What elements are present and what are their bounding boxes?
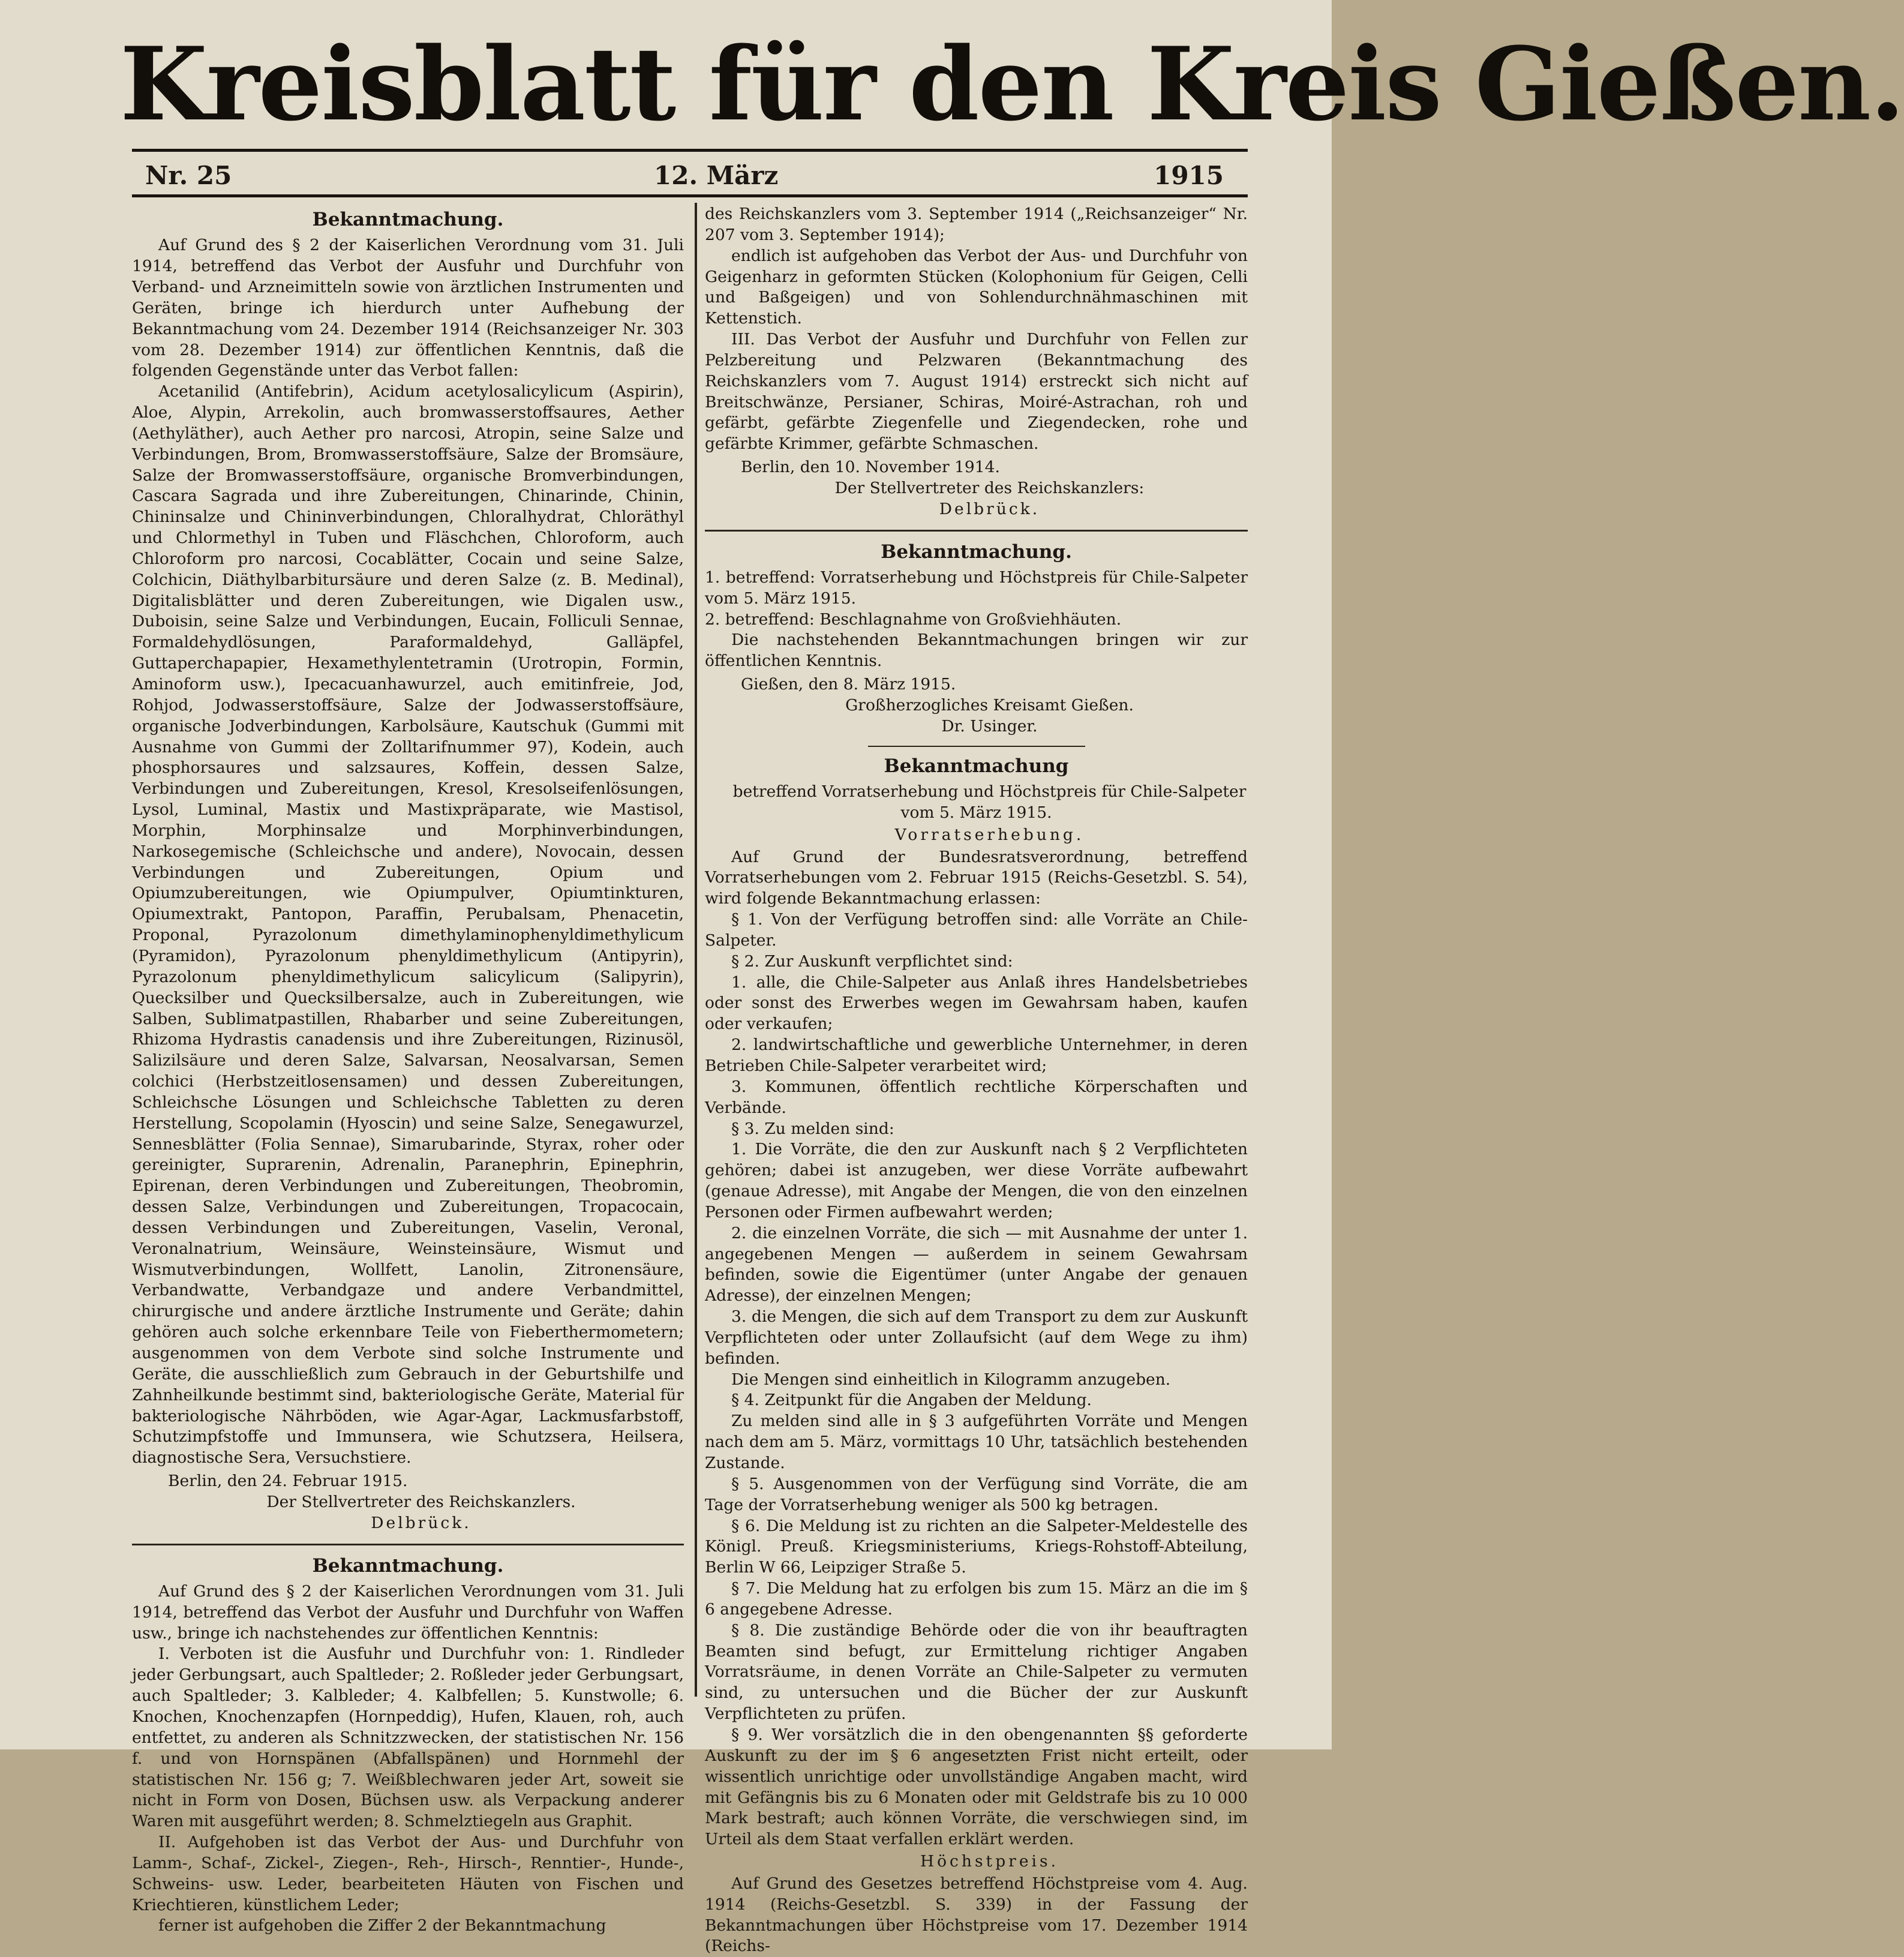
article-paragraph: 3. die Mengen, die sich auf dem Transport zu dem zur Auskunft Verpflichteten oder unter Zollaufsicht (auf dem Wege zu ihm) befinden. — [705, 1307, 1248, 1368]
signature-title: Der Stellvertreter des Reichskanzlers. — [266, 1492, 576, 1511]
article-heading: Bekanntmachung — [884, 755, 1069, 777]
article-subheading: betreffend Vorratserhebung und Höchstpreis für Chile-Salpeter vom 5. März 1915. — [732, 782, 1247, 822]
article-paragraph: ferner ist aufgehoben die Ziffer 2 der Bekanntmachung — [158, 1916, 606, 1935]
article-paragraph: § 4. Zeitpunkt für die Angaben der Meldung. — [731, 1391, 1092, 1410]
article-paragraph: 3. Kommunen, öffentlich rechtliche Körperschaften und Verbände. — [705, 1077, 1248, 1117]
article-paragraph: 1. Die Vorräte, die den zur Auskunft nach § 2 Verpflichteten gehören; dabei ist anzugeben, wer diese Vorräte aufbewahrt (genaue Adresse), mit Angabe der Mengen, die von den einzelnen Personen oder Firmen aufbewahrt werden; — [705, 1140, 1248, 1221]
article-paragraph: § 2. Zur Auskunft verpflichtet sind: — [731, 952, 1013, 971]
section-heading: Höchstpreis. — [920, 1852, 1059, 1871]
article-paragraph: endlich ist aufgehoben das Verbot der Aus- und Durchfuhr von Geigenharz in geformten Stücken (Kolophonium für Geigen, Celli und Baßgeigen) und von Sohlendurchnähmaschinen mit Kettenstich. — [705, 246, 1248, 328]
left-column — [132, 204, 684, 1937]
dateline — [138, 157, 1230, 194]
article-paragraph: § 8. Die zuständige Behörde oder die von ihr beauftragten Beamten sind befugt, zur Ermittelung richtiger Angaben Vorratsräume, in denen Vorräte an Chile-Salpeter zu vermuten sind, zu untersuchen und die Bücher der zur Auskunft Verpflichteten zu prüfen. — [705, 1620, 1248, 1724]
article-paragraph: Zu melden sind alle in § 3 aufgeführten Vorräte und Mengen nach dem am 5. März, vormittags 10 Uhr, tatsächlich bestehenden Zustande. — [705, 1412, 1248, 1472]
signature-office: Großherzogliches Kreisamt Gießen. — [845, 696, 1134, 715]
masthead-rule-bottom — [132, 194, 1248, 197]
article-paragraph: 2. landwirtschaftliche und gewerbliche Unternehmer, in deren Betrieben Chile-Salpeter verarbeitet wird; — [705, 1035, 1248, 1075]
article-paragraph: Acetanilid (Antifebrin), Acidum acetylosalicylicum (Aspirin), Aloe, Alypin, Arrekolin, auch bromwasserstoffsaures, Aether (Aethyläther), auch Aether pro narcosi, Atropin, seine Salze und Verbindungen, Brom, Bromwasserstoffsäure, Salze der Bromsäure, Salze der Bromwasserstoffsäure, organische Bromverbindungen, Cascara Sagrada und ihre Zubereitungen, Chinarinde, Chinin, Chininsalze und Chininverbindungen, Chloralhydrat, Chloräthyl und Chlormethyl in Tuben und Fläschchen, Chloroform, auch Chloroform pro narcosi, Cocablätter, Cocain und seine Salze, Colchicin, Diäthylbarbitursäure und deren Salze (z. B. Medinal), Digitalisblätter und deren Zubereitungen, wie Digalen usw., Duboisin, seine Salze und Verbindungen, Eucain, Folliculi Sennae, Formaldehydlösungen, Paraformaldehyd, Galläpfel, Guttaperchapapier, Hexamethylentetramin (Urotropin, Formin, Aminoform usw.), Ipecacuanhawurzel, auch emitinfreie, Jod, Rohjod, Jodwasserstoffsäure, Salze der Jodwasserstoffsäure, organische Jodverbindungen, Karbolsäure, Kautschuk (Gummi mit Ausnahme von Gummi der Zolltarifnummer 97), Kodein, auch phosphorsaures und salzsaures, Koffein, dessen Salze, Verbindungen und Zubereitungen, Kresol, Kresolseifenlösungen, Lysol, Luminal, Mastix und Mastixpräparate, wie Mastisol, Morphin, Morphinsalze und Morphinverbindungen, Narkosegemische (Schleichsche und andere), Novocain, dessen Verbindungen und Zubereitungen, Opium und Opiumzubereitungen, wie Opiumpulver, Opiumtinkturen, Opiumextrakt, Pantopon, Paraffin, Perubalsam, Phenacetin, Proponal, Pyrazolonum dimethylaminophenyldimethylicum (Pyramidon), Pyrazolonum phenyldimethylicum (Antipyrin), Pyrazolonum phenyldimethylicum salicylicum (Salipyrin), Quecksilber und Quecksilbersalze, auch in Zubereitungen, wie Salben, Sublimatpastillen, Rhabarber und seine Zubereitungen, Rhizoma Hydrastis canadensis und ihre Zubereitungen, Rizinusöl, Salizilsäure und deren Salze, Salvarsan, Neosalvarsan, Semen colchici (Herbstzeitlosensamen) und dessen Zubereitungen, Schleichsche Lösungen und Schleichsche Tabletten zu deren Herstellung, Scopolamin (Hyoscin) und seine Salze, Senegawurzel, Sennesblätter (Folia Sennae), Simarubarinde, Styrax, roher oder gereinigter, Suprarenin, Adrenalin, Paranephrin, Epinephrin, Epirenan, deren Verbindungen und Zubereitungen, Theobromin, dessen Salze, Verbindungen und Zubereitungen, Tropacocain, dessen Verbindungen und Zubereitungen, Vaselin, Veronal, Veronalnatrium, Weinsäure, Weinsteinsäure, Wismut und Wismutverbindungen, Wollfett, Lanolin, Zitronensäure, Verbandwatte, Verbandgaze und andere Verbandmittel, chirurgische und andere ärztliche Instrumente und Geräte; dahin gehören auch solche erkennbare Teile von Fieberthermometern; ausgenommen von dem Verbote sind solche Instrumente und Geräte, die ausschließlich zum Gebrauch in der Geburtshilfe und Zahnheilkunde bestimmt sind, bakteriologische Geräte, Material für bakteriologische Nährböden, wie Agar-Agar, Lackmusfarbstoff, Schutzimpfstoffe und Immunsera, wie Schutzsera, Heilsera, diagnostische Sera, Versuchstiere. — [132, 382, 684, 1467]
article-heading: Bekanntmachung. — [312, 1554, 504, 1577]
signature-place-date: Berlin, den 24. Februar 1915. — [168, 1472, 408, 1491]
article-paragraph: § 1. Von der Verfügung betroffen sind: alle Vorräte an Chile-Salpeter. — [705, 910, 1248, 950]
article-paragraph: § 9. Wer vorsätzlich die in den obengenannten §§ geforderte Auskunft zu der im § 6 angesetzten Frist nicht erteilt, oder wissentlich unrichtige oder unvollständige Angaben macht, wird mit Gefängnis bis zu 6 Monaten oder mit Geldstrafe bis zu 10 000 Mark bestraft; auch können Vorräte, die verschwiegen sind, im Urteil als dem Staat verfallen erklärt werden. — [705, 1725, 1248, 1849]
list-item: 2. betreffend: Beschlagnahme von Großviehhäuten. — [705, 610, 1122, 629]
issue-number: Nr. 25 — [145, 161, 232, 190]
article-paragraph: Auf Grund des Gesetzes betreffend Höchstpreise vom 4. Aug. 1914 (Reichs-Gesetzbl. S. 339) in der Fassung der Bekanntmachungen über Höchstpreise vom 17. Dezember 1914 (Reichs- — [705, 1874, 1248, 1956]
signature-name: Delbrück. — [939, 499, 1040, 518]
signature-place-date: Gießen, den 8. März 1915. — [741, 675, 956, 694]
issue-date: 12. März — [654, 161, 779, 190]
signature-name: Dr. Usinger. — [941, 716, 1038, 736]
article-paragraph: § 5. Ausgenommen von der Verfügung sind Vorräte, die am Tage der Vorratserhebung weniger als 500 kg betragen. — [705, 1474, 1248, 1514]
article-separator — [705, 530, 1248, 532]
article-paragraph: 2. die einzelnen Vorräte, die sich — mit Ausnahme der unter 1. angegebenen Mengen — außerdem in seinem Gewahrsam befinden, sowie die Eigentümer (unter Angabe der genauen Adresse), der einzelnen Mengen; — [705, 1223, 1248, 1305]
article-paragraph: Auf Grund des § 2 der Kaiserlichen Verordnungen vom 31. Juli 1914, betreffend das Verbot der Ausfuhr und Durchfuhr von Waffen usw., bringe ich nachstehendes zur öffentlichen Kenntnis: — [132, 1581, 684, 1643]
signature-place-date: Berlin, den 10. November 1914. — [741, 458, 1000, 477]
article-paragraph: des Reichskanzlers vom 3. September 1914 („Reichsanzeiger“ Nr. 207 vom 3. September 1914); — [705, 205, 1248, 244]
section-heading: Vorratserhebung. — [894, 825, 1085, 844]
list-item: 1. betreffend: Vorratserhebung und Höchstpreis für Chile-Salpeter vom 5. März 1915. — [705, 568, 1248, 608]
signature-title: Der Stellvertreter des Reichskanzlers: — [834, 478, 1145, 497]
article-separator — [132, 1544, 684, 1545]
article-paragraph: Die nachstehenden Bekanntmachungen bringen wir zur öffentlichen Kenntnis. — [705, 631, 1248, 671]
article-paragraph: Auf Grund der Bundesratsverordnung, betreffend Vorratserhebungen vom 2. Februar 1915 (Reichs-Gesetzbl. S. 54), wird folgende Bekanntmachung erlassen: — [705, 847, 1248, 908]
signature-name: Delbrück. — [371, 1513, 472, 1532]
right-column — [705, 204, 1248, 1957]
article-paragraph: § 6. Die Meldung ist zu richten an die Salpeter-Meldestelle des Königl. Preuß. Kriegsministeriums, Kriegs-Rohstoff-Abteilung, Berlin W 66, Leipziger Straße 5. — [705, 1516, 1248, 1577]
article-separator — [868, 746, 1085, 747]
article-paragraph: II. Aufgehoben ist das Verbot der Aus- und Durchfuhr von Lamm-, Schaf-, Zickel-, Ziegen-, Reh-, Hirsch-, Renntier-, Hunde-, Schweins- usw. Leder, bearbeiteten Häuten von Fischen und Kriechtieren, künstlichem Leder; — [132, 1833, 684, 1914]
article-paragraph: § 7. Die Meldung hat zu erfolgen bis zum 15. März an die im § 6 angegebene Adresse. — [705, 1579, 1248, 1619]
column-divider — [695, 203, 697, 1697]
article-heading: Bekanntmachung. — [312, 209, 504, 230]
masthead-rule-top — [132, 149, 1248, 152]
issue-year: 1915 — [1154, 161, 1224, 190]
article-heading: Bekanntmachung. — [881, 541, 1072, 563]
masthead-title: Kreisblatt für den Kreis Gießen. — [120, 25, 1904, 143]
article-paragraph: I. Verboten ist die Ausfuhr und Durchfuhr von: 1. Rindleder jeder Gerbungsart, auch Spaltleder; 2. Roßleder jeder Gerbungsart, auch Spaltleder; 3. Kalbleder; 4. Kalbfellen; 5. Kunstwolle; 6. Knochen, Knochenzapfen (Hornpeddig), Hufen, Klauen, roh, auch entfettet, zu anderen als Schnitzzwecken, der statistischen Nr. 156 f. und von Hornspänen (Abfallspänen) und Hornmehl der statistischen Nr. 156 g; 7. Weißblechwaren jeder Art, soweit sie nicht in Form von Dosen, Büchsen usw. als Verpackung anderer Waren mit ausgeführt werden; 8. Schmelztiegeln aus Graphit. — [132, 1644, 684, 1831]
article-paragraph: Die Mengen sind einheitlich in Kilogramm anzugeben. — [731, 1370, 1171, 1389]
article-paragraph: III. Das Verbot der Ausfuhr und Durchfuhr von Fellen zur Pelzbereitung und Pelzwaren (Bekanntmachung des Reichskanzlers vom 7. August 1914) erstreckt sich nicht auf Breitschwänze, Persianer, Schiras, Moiré-Astrachan, roh und gefärbt, gefärbte Ziegenfelle und Ziegendecken, rohe und gefärbte Krimmer, gefärbte Schmaschen. — [705, 330, 1248, 454]
article-paragraph: Auf Grund des § 2 der Kaiserlichen Verordnung vom 31. Juli 1914, betreffend das Verbot der Ausfuhr und Durchfuhr von Verband- und Arzneimitteln sowie von ärztlichen Instrumenten und Geräten, bringe ich hierdurch unter Aufhebung der Bekanntmachung vom 24. Dezember 1914 (Reichsanzeiger Nr. 303 vom 28. Dezember 1914) zur öffentlichen Kenntnis, daß die folgenden Gegenstände unter das Verbot fallen: — [132, 236, 684, 380]
article-paragraph: 1. alle, die Chile-Salpeter aus Anlaß ihres Handelsbetriebes oder sonst des Erwerbes wegen im Gewahrsam haben, kaufen oder verkaufen; — [705, 973, 1248, 1034]
article-paragraph: § 3. Zu melden sind: — [731, 1119, 894, 1138]
